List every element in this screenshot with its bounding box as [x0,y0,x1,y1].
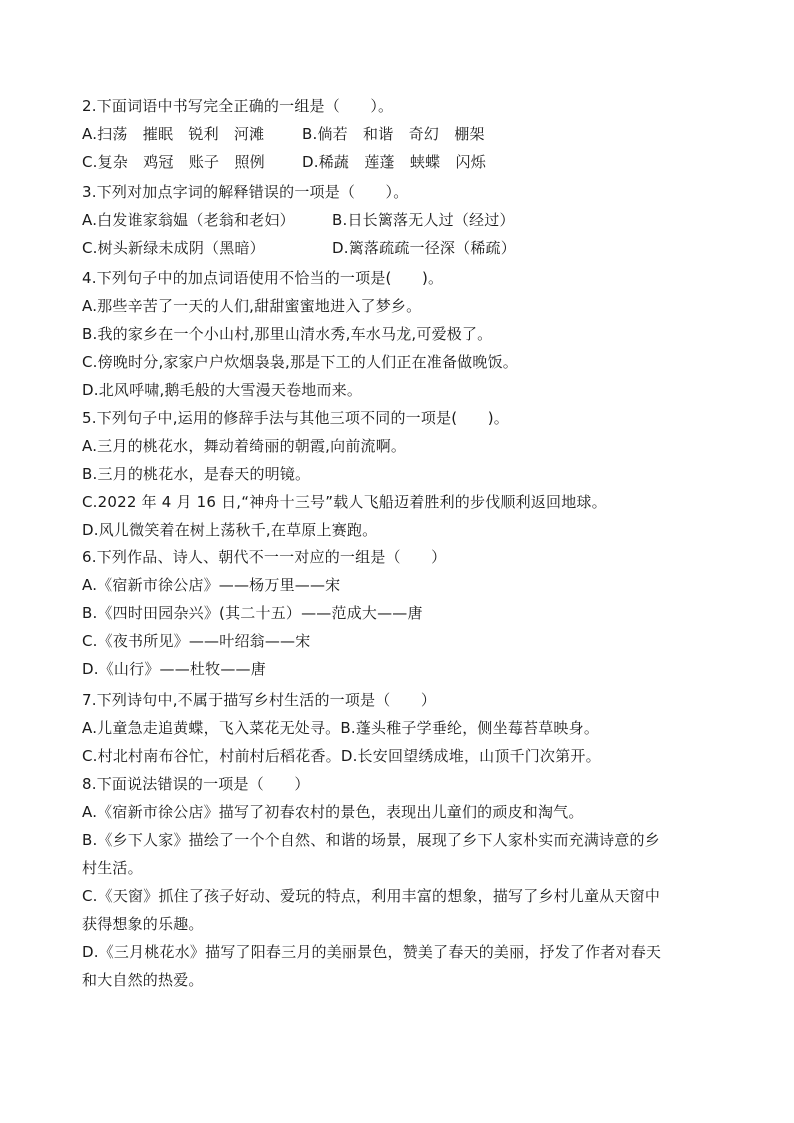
option-b: B.日长篱落无人过（经过） [332,211,515,229]
option-b: B.我的家乡在一个小山村,那里山清水秀,车水马龙,可爱极了。 [82,325,493,343]
question-stem: 3.下列对加点字词的解释错误的一项是（ ）。 [82,183,409,201]
question-stem: 4.下列句子中的加点词语使用不恰当的一项是( )。 [82,269,444,287]
question-7 [82,686,722,770]
option-c: C.树头新绿未成阴（黑暗） [82,239,265,257]
option-row [82,148,722,176]
option-b: B.倘若 和谐 奇幻 棚架 [302,125,485,143]
question-stem: 2.下面词语中书写完全正确的一组是（ ）。 [82,97,394,115]
question-8 [82,770,722,994]
option-d: D.《山行》——杜牧——唐 [82,660,266,678]
option-c: C.2022 年 4 月 16 日,“神舟十三号”载人飞船迈着胜利的步伐顺利返回地球。 [82,493,607,511]
option-b-continued: 村生活。 [82,859,143,877]
option-a: A.那些辛苦了一天的人们,甜甜蜜蜜地进入了梦乡。 [82,297,422,315]
option-row [82,120,722,148]
option-c: C.《夜书所见》——叶绍翁——宋 [82,632,311,650]
option-row [82,234,722,262]
option-d: D.稀蔬 莲蓬 蛱蝶 闪烁 [302,153,486,171]
option-d: D.篱落疏疏一径深（稀疏） [332,239,516,257]
option-d: D.风儿微笑着在树上荡秋千,在草原上赛跑。 [82,521,378,539]
question-stem: 5.下列句子中,运用的修辞手法与其他三项不同的一项是( )。 [82,409,509,427]
question-3 [82,178,722,262]
question-stem: 7.下列诗句中,不属于描写乡村生活的一项是（ ） [82,691,437,709]
option-a: A.白发谁家翁媪（老翁和老妇） [82,211,295,229]
option-b: B.《乡下人家》描绘了一个个自然、和谐的场景，展现了乡下人家朴实而充满诗意的乡 [82,831,660,849]
option-a: A.《宿新市徐公店》描写了初春农村的景色，表现出儿童们的顽皮和淘气。 [82,803,584,821]
option-cd: C.村北村南布谷忙，村前村后稻花香。D.长安回望绣成堆，山顶千门次第开。 [82,747,601,765]
option-c-continued: 获得想象的乐趣。 [82,915,204,933]
option-c: C.《天窗》抓住了孩子好动、爱玩的特点，利用丰富的想象，描写了乡村儿童从天窗中 [82,887,661,905]
option-d: D.北风呼啸,鹅毛般的大雪漫天卷地而来。 [82,381,363,399]
option-d-continued: 和大自然的热爱。 [82,971,204,989]
option-d: D.《三月桃花水》描写了阳春三月的美丽景色，赞美了春天的美丽，抒发了作者对春天 [82,943,662,961]
option-b: B.三月的桃花水，是春天的明镜。 [82,465,311,483]
question-stem: 8.下面说法错误的一项是（ ） [82,775,310,793]
option-a: A.扫荡 摧眠 锐利 河滩 [82,125,265,143]
question-4 [82,264,722,404]
option-c: C.傍晚时分,家家户户炊烟袅袅,那是下工的人们正在准备做晚饭。 [82,353,518,371]
question-stem: 6.下列作品、诗人、朝代不一一对应的一组是（ ） [82,548,447,566]
option-b: B.《四时田园杂兴》(其二十五）——范成大——唐 [82,604,423,622]
question-2 [82,92,722,176]
option-a: A.三月的桃花水，舞动着绮丽的朝霞,向前流啊。 [82,437,407,455]
option-ab: A.儿童急走追黄蝶，飞入菜花无处寻。B.蓬头稚子学垂纶，侧坐莓苔草映身。 [82,719,600,737]
option-a: A.《宿新市徐公店》——杨万里——宋 [82,576,341,594]
option-c: C.复杂 鸡冠 账子 照例 [82,153,265,171]
question-6 [82,543,722,683]
question-5 [82,404,722,544]
option-row [82,206,722,234]
